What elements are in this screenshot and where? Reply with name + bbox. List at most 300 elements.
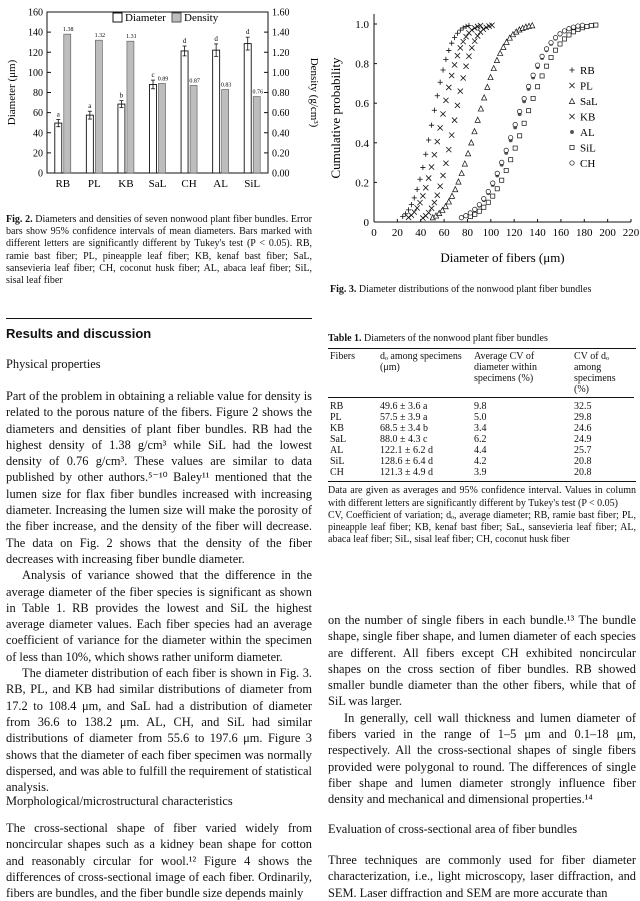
data-point [491,65,496,70]
table-cell: 88.0 ± 4.3 c [380,434,428,446]
data-point [491,181,495,185]
data-label: 0.76 [252,89,263,96]
data-point [400,214,405,219]
y-tick-label: 40 [33,128,43,140]
x-tick-label: 200 [599,227,616,239]
legend-swatch [113,13,122,22]
table-cell: 25.7 [574,445,592,457]
legend-label: Diameter [125,12,166,24]
data-point [594,23,598,27]
table-header: CV of dₒ among specimens (%) [574,351,616,396]
data-point [531,96,535,100]
diameter-bar [150,84,157,173]
data-point [452,35,457,40]
data-point [495,187,499,191]
data-point [527,109,531,113]
diameter-bar [118,104,125,173]
data-point [420,215,425,220]
data-point [544,64,548,68]
y-tick-label: 0.6 [355,98,369,111]
data-label: 0.89 [157,76,169,83]
data-point [417,200,422,205]
y2-tick-label: 0.20 [272,148,290,160]
data-point [459,216,463,220]
significance-letter: d [245,28,250,37]
data-point [446,85,451,90]
data-point [432,108,437,113]
data-point [562,29,566,33]
data-point [553,35,557,39]
data-point [455,31,460,36]
data-point [438,125,443,130]
density-bar [253,97,260,173]
series-al [464,23,584,218]
x-tick-label: AL [213,178,228,190]
data-point [429,123,434,128]
table-cell: 4.2 [474,456,487,468]
significance-letter: c [151,71,155,80]
data-point [571,25,575,29]
table-cell: 49.6 ± 3.6 a [380,401,428,413]
data-point [449,41,454,46]
table-cell: 24.9 [574,434,592,446]
legend-label: Density [184,12,219,24]
data-point [475,117,480,122]
data-point [469,45,474,50]
data-point [589,24,593,28]
data-point [567,33,571,37]
y-tick-label: 120 [28,47,43,59]
legend-label: PL [580,80,593,93]
data-point [482,197,486,201]
data-label: 1.32 [94,33,106,40]
diameter-bar [213,50,220,173]
section-rule [6,318,312,319]
legend-item [569,96,598,108]
paragraph: The diameter distribution of each fiber is shown in Fig. 3. RB, PL, and KB had similar distributions of diameter from 17.2 to 108.4 μm, and SaL had a distribution of diameter from 36.6 to 138.2 μm. AL, CH, and SiL had similar distributions of diameter from 55.6 to 197.6 μm. Figure 3 shows that the diameter of each fiber specimen was normally dispersed, and was able to fulfill the requirement of statistical analysis. [6,666,312,795]
data-point [478,106,483,111]
data-point [576,24,580,28]
data-point [465,151,470,156]
legend-item [570,143,596,155]
data-point [453,187,458,192]
data-point [504,168,508,172]
data-point [449,193,454,198]
y2-tick-label: 0.40 [272,128,290,140]
paragraph: In generally, cell wall thickness and lumen diameter of fibers varied in the range of 1–5 μm and 0.1–18 μm, respectively. All the cross-sectional shapes of single fibers provided were polygonal to round. The differences of single fiber shape and lumen diameter strongly influence fiber density and mechanical and dimensional properties.¹⁴ [328,710,636,807]
data-point [486,189,490,193]
data-point [498,50,503,55]
data-point [412,195,417,200]
data-point [569,98,574,103]
table-cell: CH [330,467,344,479]
table-note: Data are given as averages and 95% confidence interval. Values in column with different letters are significantly different by Tukey's test (P < 0.05) [328,485,636,509]
table-row [328,434,634,445]
data-point [540,54,544,58]
subheading-physical-properties: Physical properties [6,357,101,371]
legend-label: SiL [580,142,596,155]
data-point [443,57,448,62]
x-axis-label: Diameter of fibers (μm) [440,250,565,265]
y-tick-label: 160 [28,7,43,19]
table-cell: 20.8 [574,456,592,468]
left-text-block [6,388,312,795]
x-tick-label: 220 [622,227,640,239]
diameter-bar [86,115,93,173]
y-tick-label: 1.0 [355,19,369,31]
x-tick-label: 120 [505,227,523,239]
table-note: CV, Coefficient of variation; dₒ, average diameter; RB, ramie bast fiber; PL, pineapple leaf fiber; KB, kenaf bast fiber; SaL, sansevieria leaf fiber; AL, abaca leaf fiber; SiL, sisal leaf fiber; CH, coconut husk fiber [328,509,636,546]
y2-tick-label: 1.60 [272,7,290,19]
data-point [426,210,431,215]
data-point [549,55,553,59]
data-point [508,135,512,139]
table-cell: 122.1 ± 6.2 d [380,445,433,457]
data-point [423,152,428,157]
right-text-block-2 [328,852,636,901]
data-label: 1.38 [63,27,74,34]
significance-letter: a [88,102,92,111]
y-tick-label: 0.2 [355,177,369,190]
data-point [462,161,467,166]
table-cell: 3.4 [474,423,487,435]
table-header: Fibers [330,351,355,363]
data-point [443,161,448,166]
data-point [446,199,451,204]
data-point [423,185,428,190]
data-point [415,187,420,192]
data-point [558,32,562,36]
legend-item [570,158,596,170]
data-point [458,45,463,50]
y-axis-label: Diameter (μm) [6,59,18,126]
table-cell: SaL [330,434,347,446]
legend-item [569,112,595,124]
data-point [452,62,457,67]
x-tick-label: PL [87,178,101,190]
paragraph: The cross-sectional shape of fiber varied widely from noncircular shapes such as a kidney bean shape for cotton and reasonably circular for wool.¹² Figure 4 shows the differences of cross-sectional image of each fiber. Ordinarily, fibers are bundles, and the fiber bundle size depends mainly [6,821,312,901]
table-header: dₒ among specimens (μm) [380,351,462,374]
data-point [495,171,499,175]
data-point [477,202,481,206]
legend-label: SaL [580,96,598,108]
x-tick-label: 180 [576,227,593,239]
y2-axis-label: Density (g/cm³) [308,57,320,128]
data-point [473,212,477,216]
figure-3-caption: Fig. 3. Diameter distributions of the nonwood plant fiber bundles [330,284,592,295]
table-cell: RB [330,401,344,413]
data-point [473,207,477,211]
subheading-cross-section: Evaluation of cross-sectional area of fiber bundles [328,822,578,836]
y-tick-label: 100 [28,67,43,79]
data-point [526,84,530,88]
figure-2-chart [0,0,320,210]
data-point [403,211,408,216]
data-point [571,30,575,34]
table-cell: SiL [330,456,345,468]
table-row [328,412,634,423]
legend-item [569,65,594,77]
y2-tick-label: 1.40 [272,27,290,39]
data-point [420,165,425,170]
data-point [509,158,513,162]
table-cell: 4.4 [474,445,487,457]
data-point [420,193,425,198]
data-point [472,129,477,134]
data-point [567,26,571,30]
paragraph: Three techniques are commonly used for fiber diameter characterization, i.e., light microscopy, laser diffraction, and SEM. Laser diffraction and SEM are more accurate than [328,853,636,900]
significance-letter: b [119,91,124,100]
data-point [435,193,440,198]
table-header: Average CV of diameter within specimens (%) [474,351,538,385]
data-point [426,175,431,180]
data-point [455,53,460,58]
table-cell: 5.0 [474,412,487,424]
data-point [517,109,521,113]
data-point [472,39,477,44]
data-point [522,121,526,125]
data-point [429,164,434,169]
data-point [417,177,422,182]
table-row [328,467,634,481]
x-tick-label: CH [181,178,197,190]
table-row [328,456,634,467]
data-point [540,74,544,78]
table-cell: 121.3 ± 4.9 d [380,467,433,479]
y-tick-label: 60 [33,108,43,120]
data-point [477,209,481,213]
data-point [463,64,468,69]
x-tick-label: 40 [415,227,427,239]
table-cell: 24.6 [574,423,592,435]
legend-label: KB [580,111,596,124]
data-point [446,147,451,152]
data-point [482,205,486,209]
table-header-row [328,349,634,398]
density-bar [190,85,197,173]
section-heading: Results and discussion [6,326,152,341]
data-label: 1.31 [126,34,137,41]
data-point [518,134,522,138]
y2-tick-label: 1.00 [272,67,290,79]
significance-letter: a [56,110,60,119]
x-tick-label: 140 [529,227,546,239]
table-cell: 9.8 [474,401,487,413]
data-label: 0.87 [189,78,200,85]
legend-item [570,127,595,139]
density-bar [222,89,229,173]
data-point [558,42,562,46]
table-cell: 20.8 [574,467,592,479]
data-label: 0.83 [220,82,232,89]
table-cell: PL [330,412,342,424]
data-point [481,27,486,32]
data-point [504,148,508,152]
figure-2-caption: Fig. 2. Diameters and densities of seven nonwood plant fiber bundles. Error bars show 95% confidence intervals of mean diameters. Bars marked with different letters are significantly different by Tukey's test (P < 0.05). RB, ramie bast fiber; PL, pineapple leaf fiber; KB, kenaf bast fiber; SaL, sansevieria leaf fiber; CH, coconut husk fiber; AL, abaca leaf fiber; SiL, sisal leaf fiber [6,214,312,287]
data-point [522,96,526,100]
data-point [409,202,414,207]
table-title: Table 1. Diameters of the nonwood plant fiber bundles [328,333,548,344]
x-tick-label: KB [118,178,134,190]
table-cell: 6.2 [474,434,487,446]
data-point [475,33,480,38]
data-point [549,40,553,44]
data-point [570,145,574,149]
data-point [461,39,466,44]
data-point [500,160,504,164]
data-point [494,57,499,62]
data-point [569,67,574,72]
significance-letter: d [214,34,218,43]
data-point [468,211,472,215]
data-point [570,130,574,134]
data-point [469,27,474,32]
y-tick-label: 0.4 [355,137,369,150]
x-tick-label: RB [55,178,71,190]
series-rb [400,23,471,219]
density-bar [95,40,102,173]
data-point [456,179,461,184]
data-point [406,207,411,212]
table-cell: 29.8 [574,412,592,424]
table-cell: 128.6 ± 6.4 d [380,456,433,468]
data-point [491,194,495,198]
x-tick-label: 100 [482,227,500,239]
data-point [536,85,540,89]
paragraph: Analysis of variance showed that the difference in the average diameter of the fiber species is significant as shown in Table 1. RB provides the lowest and SiL the highest average diameter values. Each fiber species had an average coefficient of variance for the diameter within the specimen of less than 10%, which shows rather uniform diameter. [6,568,312,664]
table-cell: 68.5 ± 3.4 b [380,423,428,435]
data-point [452,118,457,123]
data-point [432,152,437,157]
data-point [466,54,471,59]
x-tick-label: SaL [148,178,167,190]
data-point [426,137,431,142]
significance-letter: d [182,37,187,46]
data-point [486,200,490,204]
data-point [461,75,466,80]
data-point [535,63,539,67]
data-point [438,80,443,85]
data-point [449,73,454,78]
data-point [570,161,574,165]
y-tick-label: 140 [28,27,43,39]
diameter-bar [55,123,62,173]
table-cell: 57.5 ± 3.9 a [380,412,428,424]
data-point [458,89,463,94]
data-point [562,37,566,41]
figure-3-chart [322,0,640,275]
table-cell: AL [330,445,344,457]
x-tick-label: 60 [438,227,450,239]
density-bar [127,41,134,173]
data-point [435,93,440,98]
data-point [488,74,493,79]
data-point [432,200,437,205]
density-bar [64,34,71,173]
data-point [466,23,471,28]
plot-frame [47,12,268,173]
data-point [435,139,440,144]
data-point [585,24,589,28]
y-tick-label: 0 [38,168,43,180]
x-tick-label: 160 [552,227,570,239]
right-text-block [328,612,636,808]
y2-tick-label: 0.00 [272,168,290,180]
y-axis-label: Cumulative probability [328,57,343,179]
data-point [438,184,443,189]
data-point [469,140,474,145]
y-tick-label: 0.8 [355,58,369,71]
data-point [440,111,445,116]
y-tick-label: 0 [363,217,369,229]
data-point [463,34,468,39]
x-tick-label: 80 [461,227,473,239]
subheading-morphology: Morphological/microstructural characteristics [6,794,233,808]
table-cell: KB [330,423,344,435]
data-point [513,122,517,126]
data-point [580,23,584,27]
paragraph: on the number of single fibers in each bundle.¹³ The bundle shape, single fiber shape, and lumen diameter of each species are different. All fibers except CH exhibited noncircular shapes on the cross section of fiber bundles. RB showed smaller bundle diameter than the other fibers, while that of SiL was larger. [328,613,636,709]
x-tick-label: 0 [371,227,377,239]
legend-swatch [172,13,181,22]
data-point [544,47,548,51]
table-row [328,445,634,456]
paragraph: Part of the problem in obtaining a reliable value for density is related to the porous nature of the fibers. Figure 2 shows the diameters and densities of plant fiber bundles. RB had the highest density of 1.38 g/cm³ while SiL had the lowest density of 0.76 g/cm³. These values are similar to data published by other authors.⁵⁻¹⁰ Baley¹¹ mentioned that the lumen size for flax fiber bundles increased with increasing diameter. Increasing the lumen size will make the porosity of the fiber increase, and the density of the fiber will decrease. The data on Fig. 2 shows that the density of the fiber decreases with increasing fiber bundle diameter. [6,389,312,566]
data-point [553,48,557,52]
data-point [455,103,460,108]
data-point [485,84,490,89]
legend-item [569,81,593,93]
y2-tick-label: 1.20 [272,47,290,59]
data-point [531,73,535,77]
diameter-bar [181,51,188,173]
density-bar [159,83,166,173]
data-point [482,95,487,100]
data-point [501,44,506,49]
data-point [446,48,451,53]
data-point [440,67,445,72]
data-point [429,206,434,211]
y2-tick-label: 0.60 [272,108,290,120]
series-sal [430,23,535,220]
table-row [328,423,634,434]
data-point [569,114,574,119]
data-point [440,173,445,178]
table-cell: 3.9 [474,467,487,479]
data-point [569,83,574,88]
data-point [464,213,468,217]
legend-label: AL [580,127,595,139]
legend-label: RB [580,65,595,77]
left-text-block-2 [6,820,312,901]
data-point [459,170,464,175]
y-tick-label: 80 [33,88,43,99]
table-row [328,398,634,413]
data-point [443,98,448,103]
data-point [449,133,454,138]
diameter-bar [244,44,251,173]
x-tick-label: SiL [244,178,261,190]
x-tick-label: 20 [391,227,403,239]
legend-label: CH [580,158,596,170]
table-cell: 32.5 [574,401,592,413]
table-1 [328,333,636,546]
y-tick-label: 20 [33,148,43,160]
y2-tick-label: 0.80 [272,88,290,99]
data-point [500,178,504,182]
data-point [406,215,411,220]
data-point [513,146,517,150]
